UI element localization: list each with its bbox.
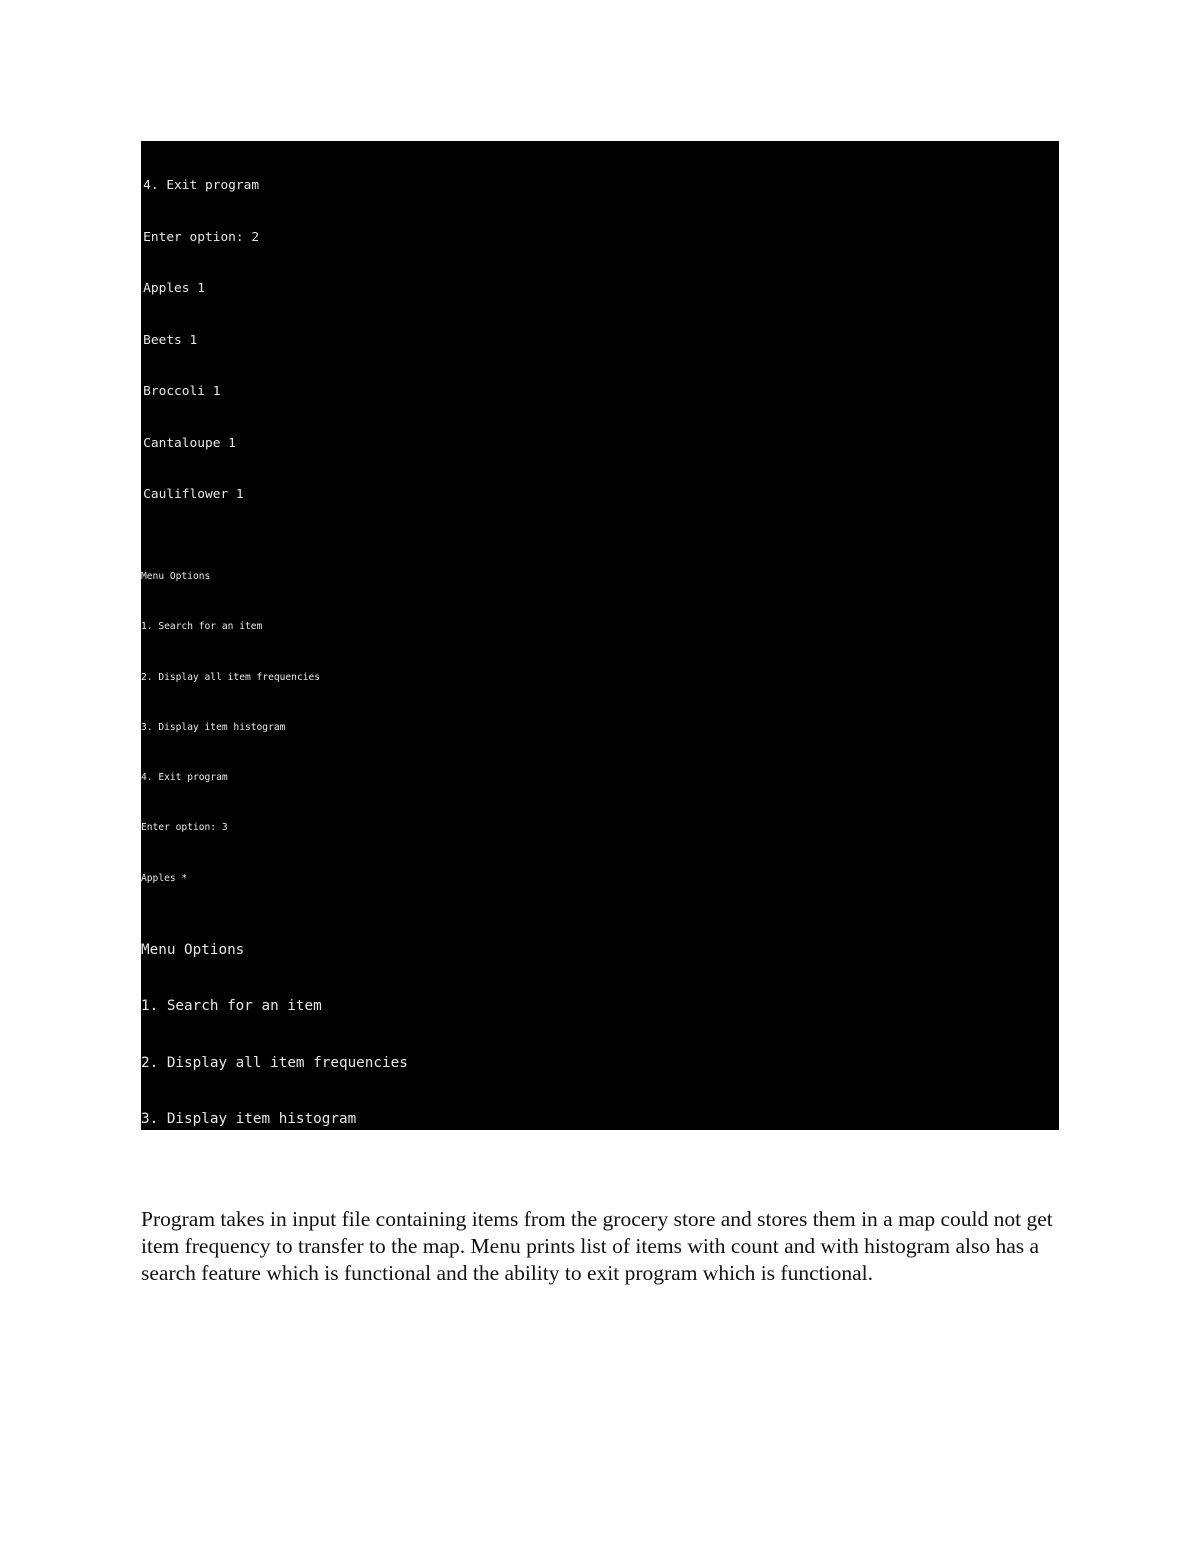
console-line: 2. Display all item frequencies: [141, 1054, 408, 1071]
console-line: 3. Display item histogram: [141, 1110, 357, 1127]
console-line: 1. Search for an item: [141, 621, 263, 633]
console-line: 4. Exit program: [143, 179, 260, 192]
console-line: 4. Exit program: [141, 772, 228, 784]
console-line: 3. Display item histogram: [141, 721, 286, 733]
console-line: Cauliflower 1: [143, 488, 244, 501]
console-screenshot-exit: [141, 903, 1059, 1130]
console-line: Menu Options: [141, 571, 211, 582]
console-line: Enter option: 3: [141, 822, 228, 834]
console-line: Beets 1: [143, 333, 198, 347]
console-line: 2. Display all item frequencies: [141, 671, 321, 683]
console-screenshot-histogram: [141, 529, 1059, 903]
console-screenshot-frequencies: [141, 141, 1059, 529]
description-paragraph: Program takes in input file containing items from the grocery store and stores them in a map could not get item frequency to transfer to the map. Menu prints list of items with count and with histogram also has a search feature which is functional and the ability to exit program which is functional.: [141, 1206, 1053, 1285]
console-line: Enter option: 2: [143, 230, 260, 244]
console-line: Broccoli 1: [143, 385, 221, 398]
console-line: Menu Options: [141, 942, 245, 958]
console-line: 1. Search for an item: [141, 998, 322, 1015]
console-line: Cantaloupe 1: [143, 436, 236, 450]
console-line: Apples *: [141, 872, 188, 884]
console-line: Apples 1: [143, 282, 205, 295]
